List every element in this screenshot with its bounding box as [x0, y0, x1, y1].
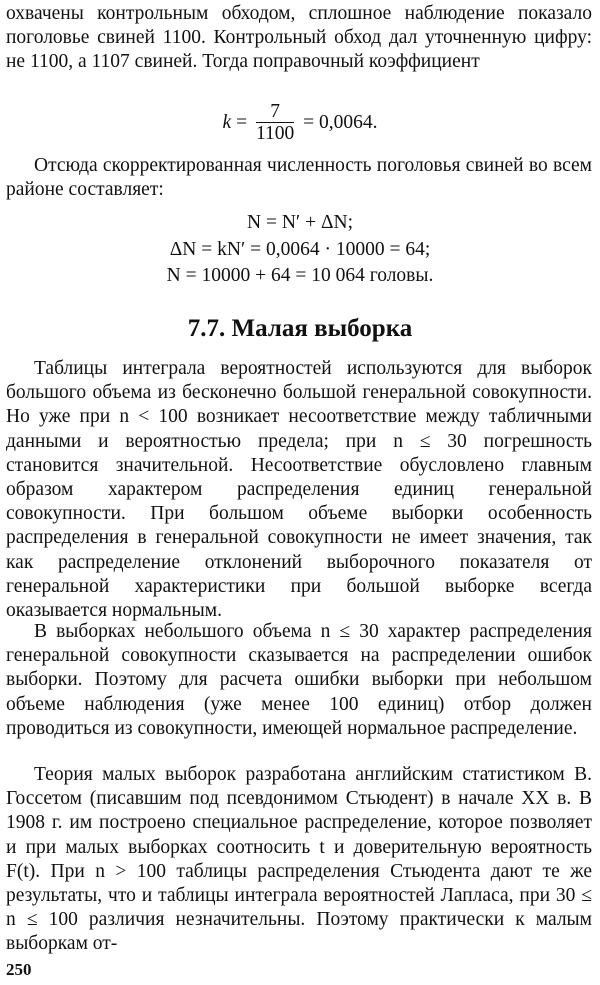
fraction	[256, 102, 294, 145]
formula-k-lhs: k	[222, 111, 232, 133]
paragraph-intro: охвачены контрольным обходом, сплошное наблюдение показало поголовье свиней 1100. Контрольный обход дал уточненную цифру: не 1100, а 1107 свиней. Тогда поправочный коэффициент	[6, 3, 592, 73]
formula-n-result: N = 10000 + 64 = 10 064 головы.	[166, 265, 434, 286]
paragraph-1: Таблицы интеграла вероятностей используются для выборок большого объема из бесконечно большой генеральной совокупности. Но уже при n < 100 возникает несоответствие между табличными данными и вероятностью предела; при n ≤ 30 погрешность становится значительной. Несоответствие обусловлено главным образом характером распределения единиц генеральной совокупности. При большом объеме выборки особенность распределения в генеральной совокупности не имеет значения, так как распределение отклонений выборочного показателя от генеральной характеристики при большой выборке всегда оказывается нормальным.	[6, 358, 592, 622]
paragraph-3: Теория малых выборок разработана английским статистиком В. Госсетом (писавшим под псевдонимом Стьюдент) в начале XX в. В 1908 г. им построено специальное распределение, которое позволяет и при малых выборках соотносить t и доверительную вероятность F(t). При n > 100 таблицы распределения Стьюдента дают те же результаты, что и таблицы интеграла вероятностей Лапласа, при 30 ≤ n ≤ 100 различия незначительны. Поэтому практически к малым выборкам от-	[6, 764, 592, 955]
formula-n-total: N = N′ + ΔN;	[247, 212, 353, 233]
paragraph-2: В выборках небольшого объема n ≤ 30 характер распределения генеральной совокупности сказывается на распределении ошибок выборки. Поэтому для расчета ошибки выборки при небольшом объеме наблюдения (уже менее 100 единиц) отбор должен проводиться из совокупности, имеющей нормальное распределение.	[6, 621, 592, 739]
formula-delta-n: ΔN = kN′ = 0,0064 · 10000 = 64;	[169, 239, 431, 260]
page-number: 250	[6, 960, 32, 979]
fraction-numerator: 7	[256, 102, 294, 123]
section-heading: 7.7. Малая выборка	[187, 315, 413, 342]
formula-k: k = $\frac{7}{1100}$ = 0,0064.	[222, 101, 378, 144]
paragraph-otsyuda: Отсюда скорректированная численность поголовья свиней во всем районе составляет:	[6, 155, 592, 201]
fraction-denominator: 1100	[255, 123, 295, 144]
formula-k-rhs: = 0,0064.	[303, 111, 378, 133]
